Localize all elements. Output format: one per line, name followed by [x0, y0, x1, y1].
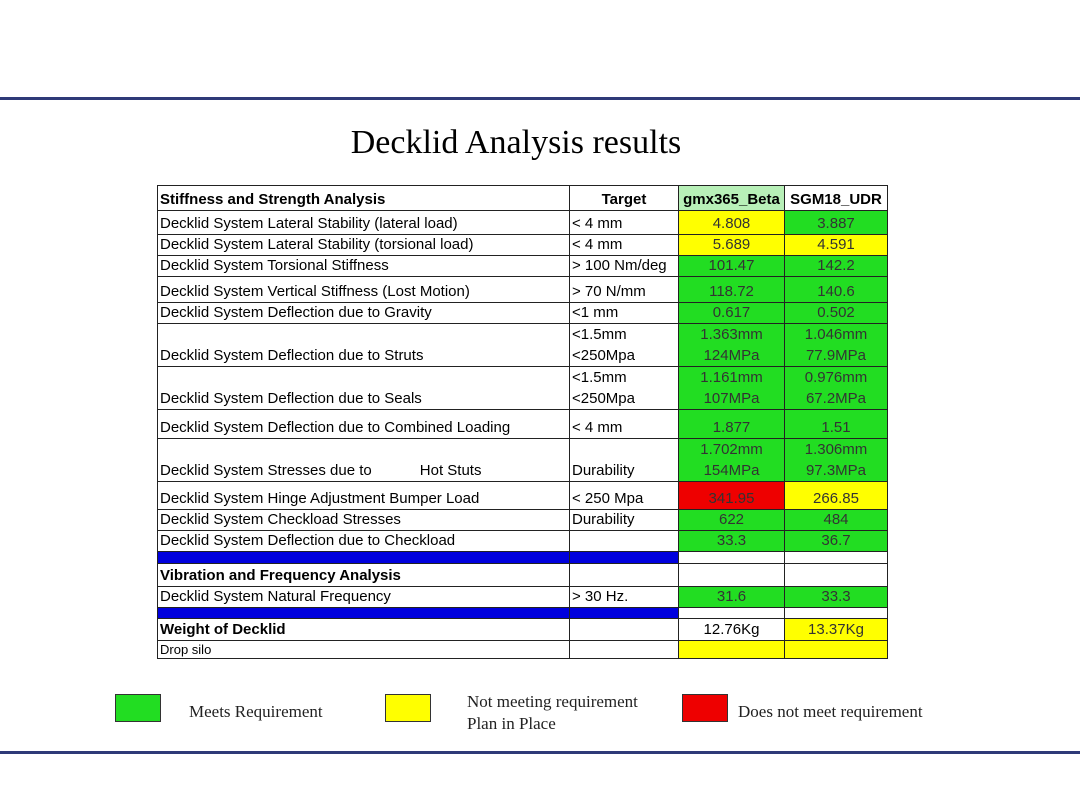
value-cell: 12.76Kg	[679, 619, 785, 641]
table-row	[158, 211, 888, 235]
empty-cell	[785, 552, 888, 564]
value-cell: 13.37Kg	[785, 619, 888, 641]
value-line: 1.161mm	[700, 369, 763, 386]
empty-cell	[785, 608, 888, 619]
page-title: Decklid Analysis results	[350, 124, 682, 161]
table-row	[158, 564, 888, 587]
row-target: > 70 N/mm	[570, 277, 679, 303]
value-line: 124MPa	[703, 347, 760, 364]
row-target	[570, 324, 679, 367]
target-header: Target	[570, 186, 679, 211]
value-line: 1.702mm	[700, 441, 763, 458]
empty-cell	[570, 641, 679, 659]
row-target: < 250 Mpa	[570, 482, 679, 510]
value-cell: 4.591	[785, 235, 888, 256]
value-cell: 142.2	[785, 256, 888, 277]
table-header-row	[158, 186, 888, 211]
target-line: <250Mpa	[572, 347, 635, 364]
row-target: Durability	[570, 510, 679, 531]
value-line: 77.9MPa	[805, 347, 867, 364]
legend-yellow-label-line2: Plan in Place	[467, 714, 556, 733]
row-label: Decklid System Deflection due to Combined Loading	[158, 410, 570, 439]
section-header-vibration: Vibration and Frequency Analysis	[158, 564, 570, 587]
separator-row	[158, 608, 888, 619]
blue-separator	[570, 608, 679, 619]
row-label: Decklid System Checkload Stresses	[158, 510, 570, 531]
empty-cell	[679, 608, 785, 619]
row-target	[570, 367, 679, 410]
table-row	[158, 531, 888, 552]
row-label: Decklid System Vertical Stiffness (Lost Motion)	[158, 277, 570, 303]
row-label: Decklid System Deflection due to Gravity	[158, 303, 570, 324]
value-cell: 33.3	[679, 531, 785, 552]
value-line: 107MPa	[703, 390, 760, 407]
value-cell: 1.877	[679, 410, 785, 439]
value-cell: 36.7	[785, 531, 888, 552]
value-line: 1.363mm	[700, 326, 763, 343]
row-target: > 100 Nm/deg	[570, 256, 679, 277]
separator-row	[158, 552, 888, 564]
row-label: Decklid System Hinge Adjustment Bumper Load	[158, 482, 570, 510]
row-target: <1 mm	[570, 303, 679, 324]
empty-cell	[570, 564, 679, 587]
results-table	[157, 185, 888, 659]
target-line: <1.5mm	[572, 326, 627, 343]
table-row	[158, 439, 888, 482]
value-cell: 0.502	[785, 303, 888, 324]
value-cell	[785, 439, 888, 482]
row-label: Decklid System Deflection due to Struts	[158, 324, 570, 367]
row-label: Decklid System Lateral Stability (lateral load)	[158, 211, 570, 235]
row-target: < 4 mm	[570, 235, 679, 256]
top-rule	[0, 97, 1080, 100]
value-line: 97.3MPa	[805, 462, 867, 479]
empty-cell	[785, 641, 888, 659]
row-label: Decklid System Lateral Stability (torsional load)	[158, 235, 570, 256]
legend-red-swatch	[682, 694, 728, 722]
empty-cell	[679, 564, 785, 587]
table-row	[158, 235, 888, 256]
table-row	[158, 303, 888, 324]
target-line: <1.5mm	[572, 369, 627, 386]
row-label-part: Decklid System Stresses due to	[160, 462, 372, 479]
row-label: Decklid System Deflection due to Checkload	[158, 531, 570, 552]
value-cell: 0.617	[679, 303, 785, 324]
row-target: Durability	[570, 439, 679, 482]
blue-separator	[570, 552, 679, 564]
empty-cell	[679, 552, 785, 564]
value-cell: 341.95	[679, 482, 785, 510]
legend-red-label: Does not meet requirement	[738, 702, 923, 721]
row-target: > 30 Hz.	[570, 587, 679, 608]
value-line: 67.2MPa	[805, 390, 867, 407]
value-cell: 1.51	[785, 410, 888, 439]
row-label	[158, 439, 570, 482]
blue-separator	[158, 608, 570, 619]
row-target: < 4 mm	[570, 410, 679, 439]
value-cell	[679, 439, 785, 482]
row-label: Decklid System Torsional Stiffness	[158, 256, 570, 277]
value-cell: 33.3	[785, 587, 888, 608]
weight-label: Weight of Decklid	[158, 619, 570, 641]
table-row	[158, 410, 888, 439]
table-row	[158, 641, 888, 659]
empty-cell	[785, 564, 888, 587]
value-cell: 31.6	[679, 587, 785, 608]
table-row	[158, 619, 888, 641]
value-cell: 140.6	[785, 277, 888, 303]
value-cell: 5.689	[679, 235, 785, 256]
value-cell: 622	[679, 510, 785, 531]
value-cell: 484	[785, 510, 888, 531]
value-cell	[679, 324, 785, 367]
value-cell: 266.85	[785, 482, 888, 510]
row-label: Decklid System Deflection due to Seals	[158, 367, 570, 410]
legend-yellow-swatch	[385, 694, 431, 722]
legend-green-label: Meets Requirement	[189, 702, 323, 721]
value-cell: 118.72	[679, 277, 785, 303]
value-cell	[785, 367, 888, 410]
value-cell: 4.808	[679, 211, 785, 235]
row-target	[570, 531, 679, 552]
drop-silo-label: Drop silo	[158, 641, 570, 659]
row-target: < 4 mm	[570, 211, 679, 235]
table-row	[158, 277, 888, 303]
col-header-gmx365: gmx365_Beta	[679, 186, 785, 211]
table-row	[158, 324, 888, 367]
row-label-part: Hot Stuts	[419, 462, 482, 479]
legend-yellow-label-line1: Not meeting requirement	[467, 692, 638, 711]
value-line: 0.976mm	[804, 369, 868, 386]
empty-cell	[570, 619, 679, 641]
value-line: 1.306mm	[804, 441, 868, 458]
value-cell	[785, 324, 888, 367]
target-line: <250Mpa	[572, 390, 635, 407]
table-row	[158, 482, 888, 510]
bottom-rule	[0, 751, 1080, 754]
row-label: Decklid System Natural Frequency	[158, 587, 570, 608]
col-header-sgm18: SGM18_UDR	[785, 186, 888, 211]
value-cell	[679, 367, 785, 410]
table-row	[158, 510, 888, 531]
table-row	[158, 587, 888, 608]
blue-separator	[158, 552, 570, 564]
table-row	[158, 256, 888, 277]
empty-cell	[679, 641, 785, 659]
table-row	[158, 367, 888, 410]
value-line: 1.046mm	[804, 326, 868, 343]
value-cell: 3.887	[785, 211, 888, 235]
value-line: 154MPa	[703, 462, 760, 479]
legend-green-swatch	[115, 694, 161, 722]
section-header-stiffness: Stiffness and Strength Analysis	[158, 186, 570, 211]
value-cell: 101.47	[679, 256, 785, 277]
